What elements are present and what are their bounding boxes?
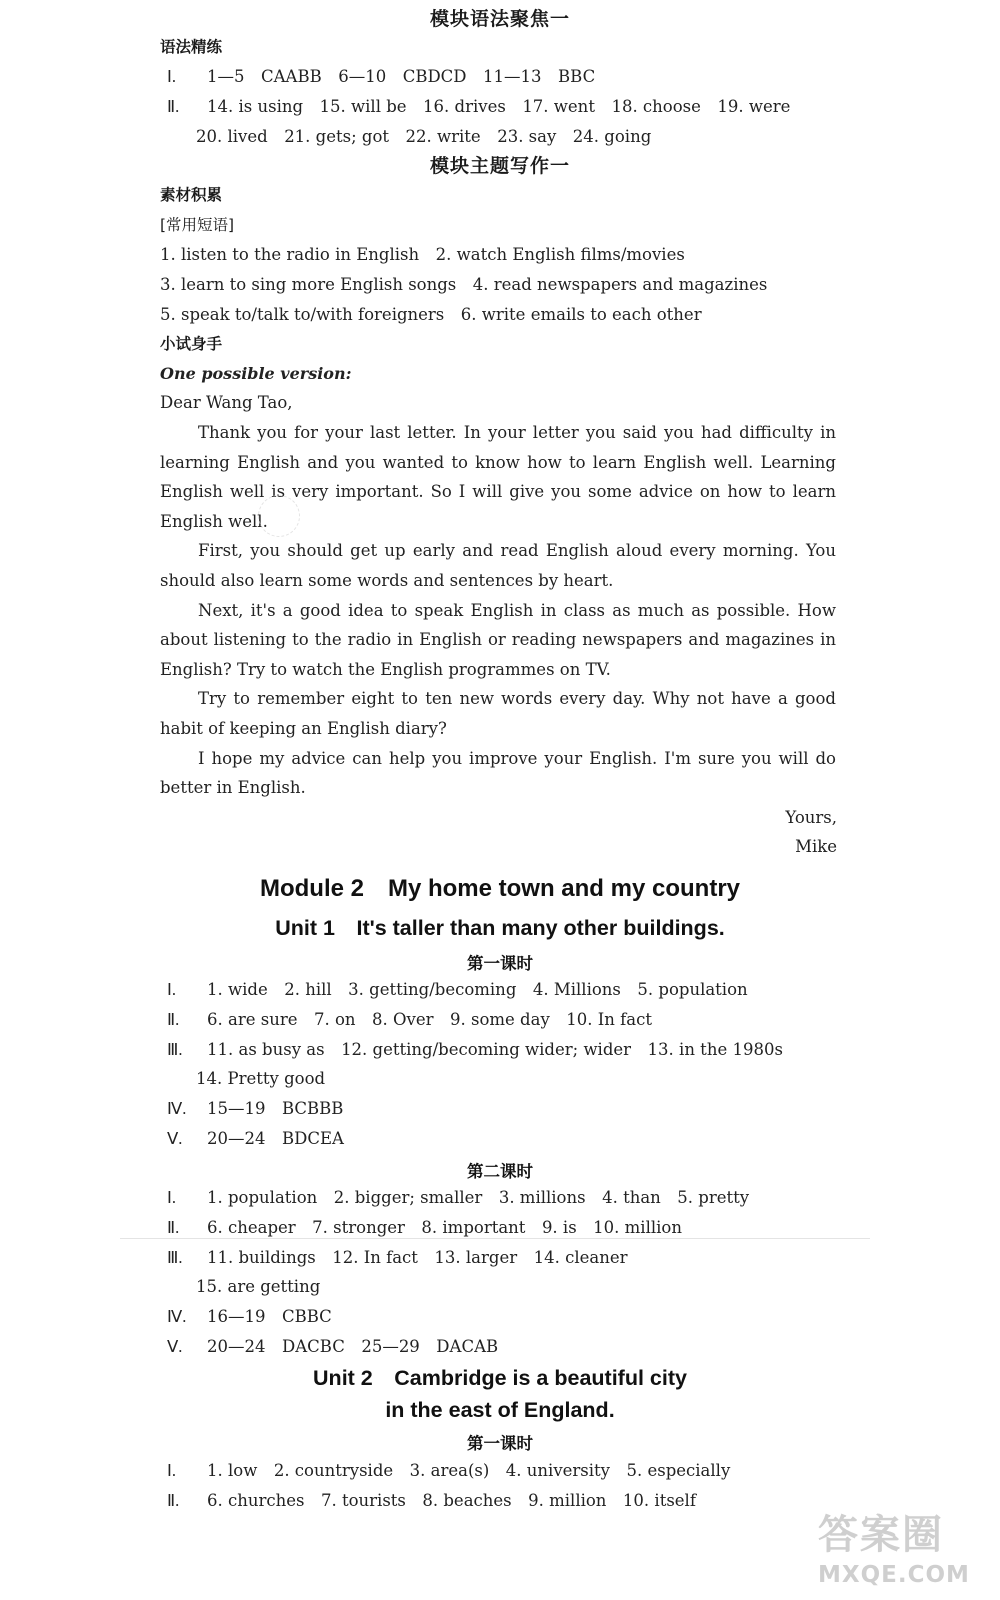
unit2-lesson1-title: 第一课时 xyxy=(467,1434,533,1453)
letter-paragraph: First, you should get up early and read English aloud every morning. You should also learn some words and sentences by heart. xyxy=(160,541,836,590)
unit1-title: Unit 1 It's taller than many other buildings. xyxy=(275,916,725,940)
unit2-lesson1-answers xyxy=(0,1456,1000,1516)
letter-paragraph: Next, it's a good idea to speak English in class as much as possible. How about listening to the radio in English or reading newspapers and magazines in English? Try to watch the English programmes on TV. xyxy=(160,600,836,679)
answer-line xyxy=(196,122,1000,152)
answer-line xyxy=(167,1243,1000,1273)
answer-text: 11. buildings 12. In fact 13. larger 14. cleaner xyxy=(207,1247,628,1267)
watermark-url: MXQE.COM xyxy=(818,1562,970,1588)
module-title: Module 2 My home town and my country xyxy=(259,875,741,902)
answer-line xyxy=(167,1124,1000,1154)
answer-text: 20—24 BDCEA xyxy=(207,1128,344,1148)
try-heading: 小试身手 xyxy=(160,335,223,354)
answer-line xyxy=(167,1332,1000,1362)
roman-numeral: Ⅳ. xyxy=(167,1099,187,1119)
answer-text: 11. as busy as 12. getting/becoming wider; wider 13. in the 1980s xyxy=(207,1039,783,1059)
answer-text: 15. are getting xyxy=(196,1277,321,1297)
roman-numeral: Ⅲ. xyxy=(167,1247,183,1267)
answer-text: 14. Pretty good xyxy=(196,1069,326,1089)
phrase-line: 1. listen to the radio in English 2. watch English films/movies xyxy=(160,245,685,264)
roman-numeral: Ⅰ. xyxy=(167,1188,176,1207)
letter-signature: Mike xyxy=(795,837,837,857)
answer-text: 1. population 2. bigger; smaller 3. millions 4. than 5. pretty xyxy=(207,1188,750,1207)
answer-text: 1—5 CAABB 6—10 CBDCD 11—13 BBC xyxy=(207,67,596,86)
roman-numeral: Ⅱ. xyxy=(167,1217,180,1237)
roman-numeral: Ⅰ. xyxy=(167,1461,176,1480)
roman-numeral: Ⅳ. xyxy=(167,1307,187,1327)
answer-text: 1. wide 2. hill 3. getting/becoming 4. Millions 5. population xyxy=(207,980,748,999)
roman-numeral: Ⅱ. xyxy=(167,96,180,116)
answer-line xyxy=(167,1094,1000,1124)
letter-paragraph: I hope my advice can help you improve your English. I'm sure you will do better in English. xyxy=(160,748,836,798)
answer-text: 20. lived 21. gets; got 22. write 23. say 24. going xyxy=(196,126,652,146)
faint-stamp-mark xyxy=(258,495,300,537)
answer-text: 6. cheaper 7. stronger 8. important 9. is 10. million xyxy=(207,1217,682,1237)
phrase-line: 3. learn to sing more English songs 4. read newspapers and magazines xyxy=(160,274,768,294)
writing-section xyxy=(0,180,1000,862)
roman-numeral: Ⅴ. xyxy=(167,1336,183,1356)
answer-text: 1. low 2. countryside 3. area(s) 4. university 5. especially xyxy=(207,1461,731,1480)
letter-greeting: Dear Wang Tao, xyxy=(160,393,293,413)
material-heading: 素材积累 xyxy=(160,186,223,204)
answer-line xyxy=(167,1456,1000,1486)
answer-line xyxy=(196,1064,1000,1094)
grammar-section xyxy=(0,32,1000,151)
answer-text: 6. churches 7. tourists 8. beaches 9. million 10. itself xyxy=(207,1490,696,1510)
writing-title: 模块主题写作一 xyxy=(429,155,570,177)
divider-line xyxy=(120,1238,870,1239)
unit2-title xyxy=(0,1362,1000,1426)
grammar-focus-title: 模块语法聚焦一 xyxy=(429,8,570,30)
unit1-lesson1-answers xyxy=(0,975,1000,1154)
answer-line xyxy=(167,1035,1000,1065)
letter-paragraph: Try to remember eight to ten new words every day. Why not have a good habit of keeping an English diary? xyxy=(160,689,836,738)
answer-line xyxy=(167,92,1000,122)
roman-numeral: Ⅲ. xyxy=(167,1039,183,1059)
unit2-title-line2: in the east of England. xyxy=(385,1398,615,1422)
letter-paragraph: Thank you for your last letter. In your letter you said you had difficulty in learning English and you wanted to know how to learn English well. Learning English well is very important. So I will give you some advice on how to learn English well. xyxy=(160,422,836,531)
answer-text: 14. is using 15. will be 16. drives 17. went 18. choose 19. were xyxy=(207,96,791,116)
phrases-bracket-heading: [常用短语] xyxy=(160,216,235,234)
letter-closing: Yours, xyxy=(785,807,837,827)
answer-line xyxy=(167,62,1000,92)
answer-line xyxy=(167,1302,1000,1332)
unit1-lesson1-title: 第一课时 xyxy=(467,954,533,973)
answer-text: 20—24 DACBC 25—29 DACAB xyxy=(207,1336,499,1356)
phrase-line: 5. speak to/talk to/with foreigners 6. write emails to each other xyxy=(160,304,702,324)
roman-numeral: Ⅰ. xyxy=(167,980,176,999)
unit2-title-line1: Unit 2 Cambridge is a beautiful city xyxy=(313,1366,687,1390)
version-label: One possible version: xyxy=(160,364,352,384)
answer-text: 16—19 CBBC xyxy=(207,1307,332,1327)
answer-text: 6. are sure 7. on 8. Over 9. some day 10. In fact xyxy=(207,1009,652,1029)
roman-numeral: Ⅱ. xyxy=(167,1490,180,1510)
unit1-lesson2-title: 第二课时 xyxy=(467,1162,533,1181)
grammar-practice-heading: 语法精练 xyxy=(160,38,223,56)
watermark-logo xyxy=(818,1510,978,1596)
watermark-text: 答案圈 xyxy=(818,1512,944,1558)
answer-line xyxy=(196,1272,1000,1302)
roman-numeral: Ⅱ. xyxy=(167,1009,180,1029)
unit1-lesson2-answers xyxy=(0,1183,1000,1362)
answer-line xyxy=(167,1005,1000,1035)
answer-text: 15—19 BCBBB xyxy=(207,1099,344,1119)
roman-numeral: Ⅰ. xyxy=(167,67,176,86)
answer-line xyxy=(167,975,1000,1005)
answer-line xyxy=(167,1183,1000,1213)
roman-numeral: Ⅴ. xyxy=(167,1128,183,1148)
